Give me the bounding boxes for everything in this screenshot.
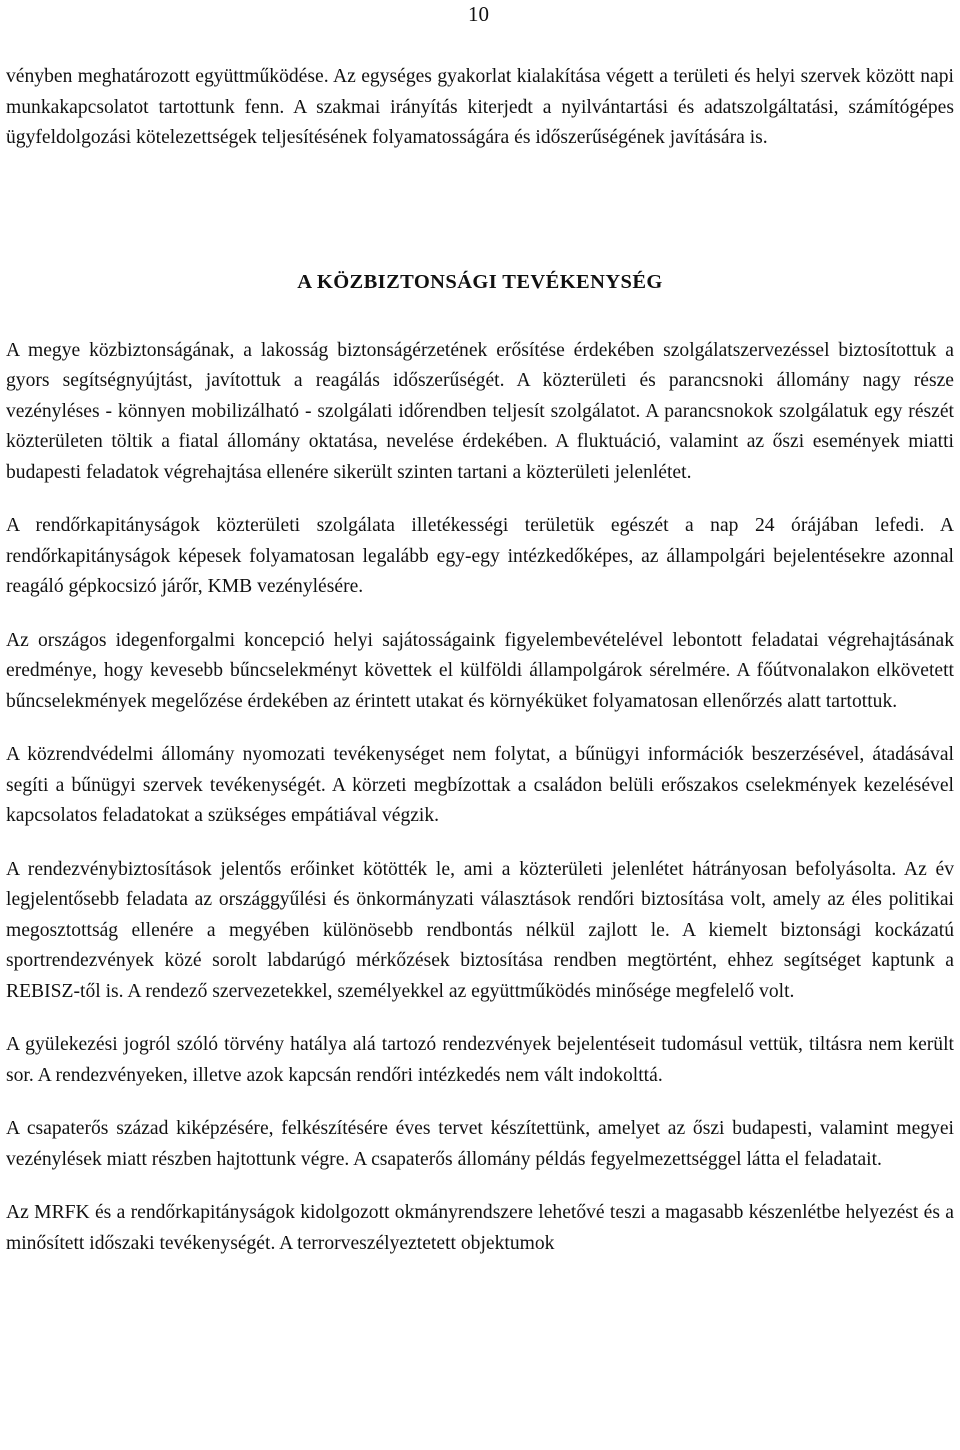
paragraph-7: A csapaterős század kiképzésére, felkészítésére éves tervet készítettünk, amelyet az őszi budapesti, valamint megyei vezénylések miatt részben hajtottunk végre. A csapaterős állomány példás fegyelmezettséggel látta el feladatait. <box>6 1118 954 1170</box>
paragraph-3: Az országos idegenforgalmi koncepció helyi sajátosságaink figyelembevételével lebontott feladatai végrehajtásának eredménye, hogy kevesebb bűncselekményt követtek el külföldi állampolgárok sérelmére. A főútvonalakon elkövetett bűncselekmények megelőzése érdekében az érintett utakat és környéküket folyamatosan ellenőrzés alatt tartottuk. <box>6 629 954 712</box>
paragraph-8: Az MRFK és a rendőrkapitányságok kidolgozott okmányrendszere lehetővé teszi a magasabb készenlétbe helyezést és a minősített időszaki tevékenységét. A terrorveszélyeztetett objektumok <box>6 1202 954 1254</box>
paragraph-1: A megye közbiztonságának, a lakosság biztonságérzetének erősítése érdekében szolgálatszervezéssel biztosítottuk a gyors segítségnyújtást, javítottuk a reagálás időszerűségét. A közterületi és parancsnoki állomány nagy része vezényléses - könnyen mobilizálható - szolgálati időrendben teljesít szolgálatot. A parancsnokok szolgálatuk egy részét közterületen töltik a fiatal állomány oktatása, nevelése érdekében. A fluktuáció, valamint az őszi események miatti budapesti feladatok végrehajtása ellenére sikerült szinten tartani a közterületi jelenlétet. <box>6 339 954 483</box>
document-body <box>6 62 954 1259</box>
intro-paragraph: vényben meghatározott együttműködése. Az egységes gyakorlat kialakítása végett a területi és helyi szervek között napi munkakapcsolatot tartottunk fenn. A szakmai irányítás kiterjedt a nyilvántartási és adatszolgáltatási, számítógépes ügyfeldolgozási kötelezettségek teljesítésének folyamatosságára és időszerűségének javítására is. <box>6 66 954 148</box>
paragraph-2: A rendőrkapitányságok közterületi szolgálata illetékességi területük egészét a nap 24 órájában lefedi. A rendőrkapitányságok képesek folyamatosan legalább egy-egy intézkedőképes, az állampolgári bejelentésekre azonnal reagáló gépkocsizó járőr, KMB vezénylésére. <box>6 515 954 597</box>
paragraph-5: A rendezvénybiztosítások jelentős erőinket kötötték le, ami a közterületi jelenlétet hátrányosan befolyásolta. Az év legjelentősebb feladata az országgyűlési és önkormányzati választások rendőri biztosítása volt, amely az éles politikai megosztottság ellenére a megyében különösebb rendbontás nélkül zajlott le. A kiemelt biztonsági kockázatú sportrendezvények közé sorolt labdarúgó mérkőzések biztosítása rendben megtörtént, ehhez segítséget kaptunk a REBISZ-től is. A rendező szervezetekkel, személyekkel az együttműködés minősége megfelelő volt. <box>6 858 954 1002</box>
section-heading: A KÖZBIZTONSÁGI TEVÉKENYSÉG <box>297 270 663 293</box>
page-number: 10 <box>468 2 489 26</box>
paragraph-6: A gyülekezési jogról szóló törvény hatálya alá tartozó rendezvények bejelentéseit tudomásul vettük, tiltásra nem került sor. A rendezvényeken, illetve azok kapcsán rendőri intézkedés nem vált indokolttá. <box>6 1034 954 1086</box>
paragraph-4: A közrendvédelmi állomány nyomozati tevékenységet nem folytat, a bűnügyi információk beszerzésével, átadásával segíti a bűnügyi szervek tevékenységét. A körzeti megbízottak a családon belüli erőszakos cselekmények kezelésével kapcsolatos feladatokat a szükséges empátiával végzik. <box>6 744 954 826</box>
